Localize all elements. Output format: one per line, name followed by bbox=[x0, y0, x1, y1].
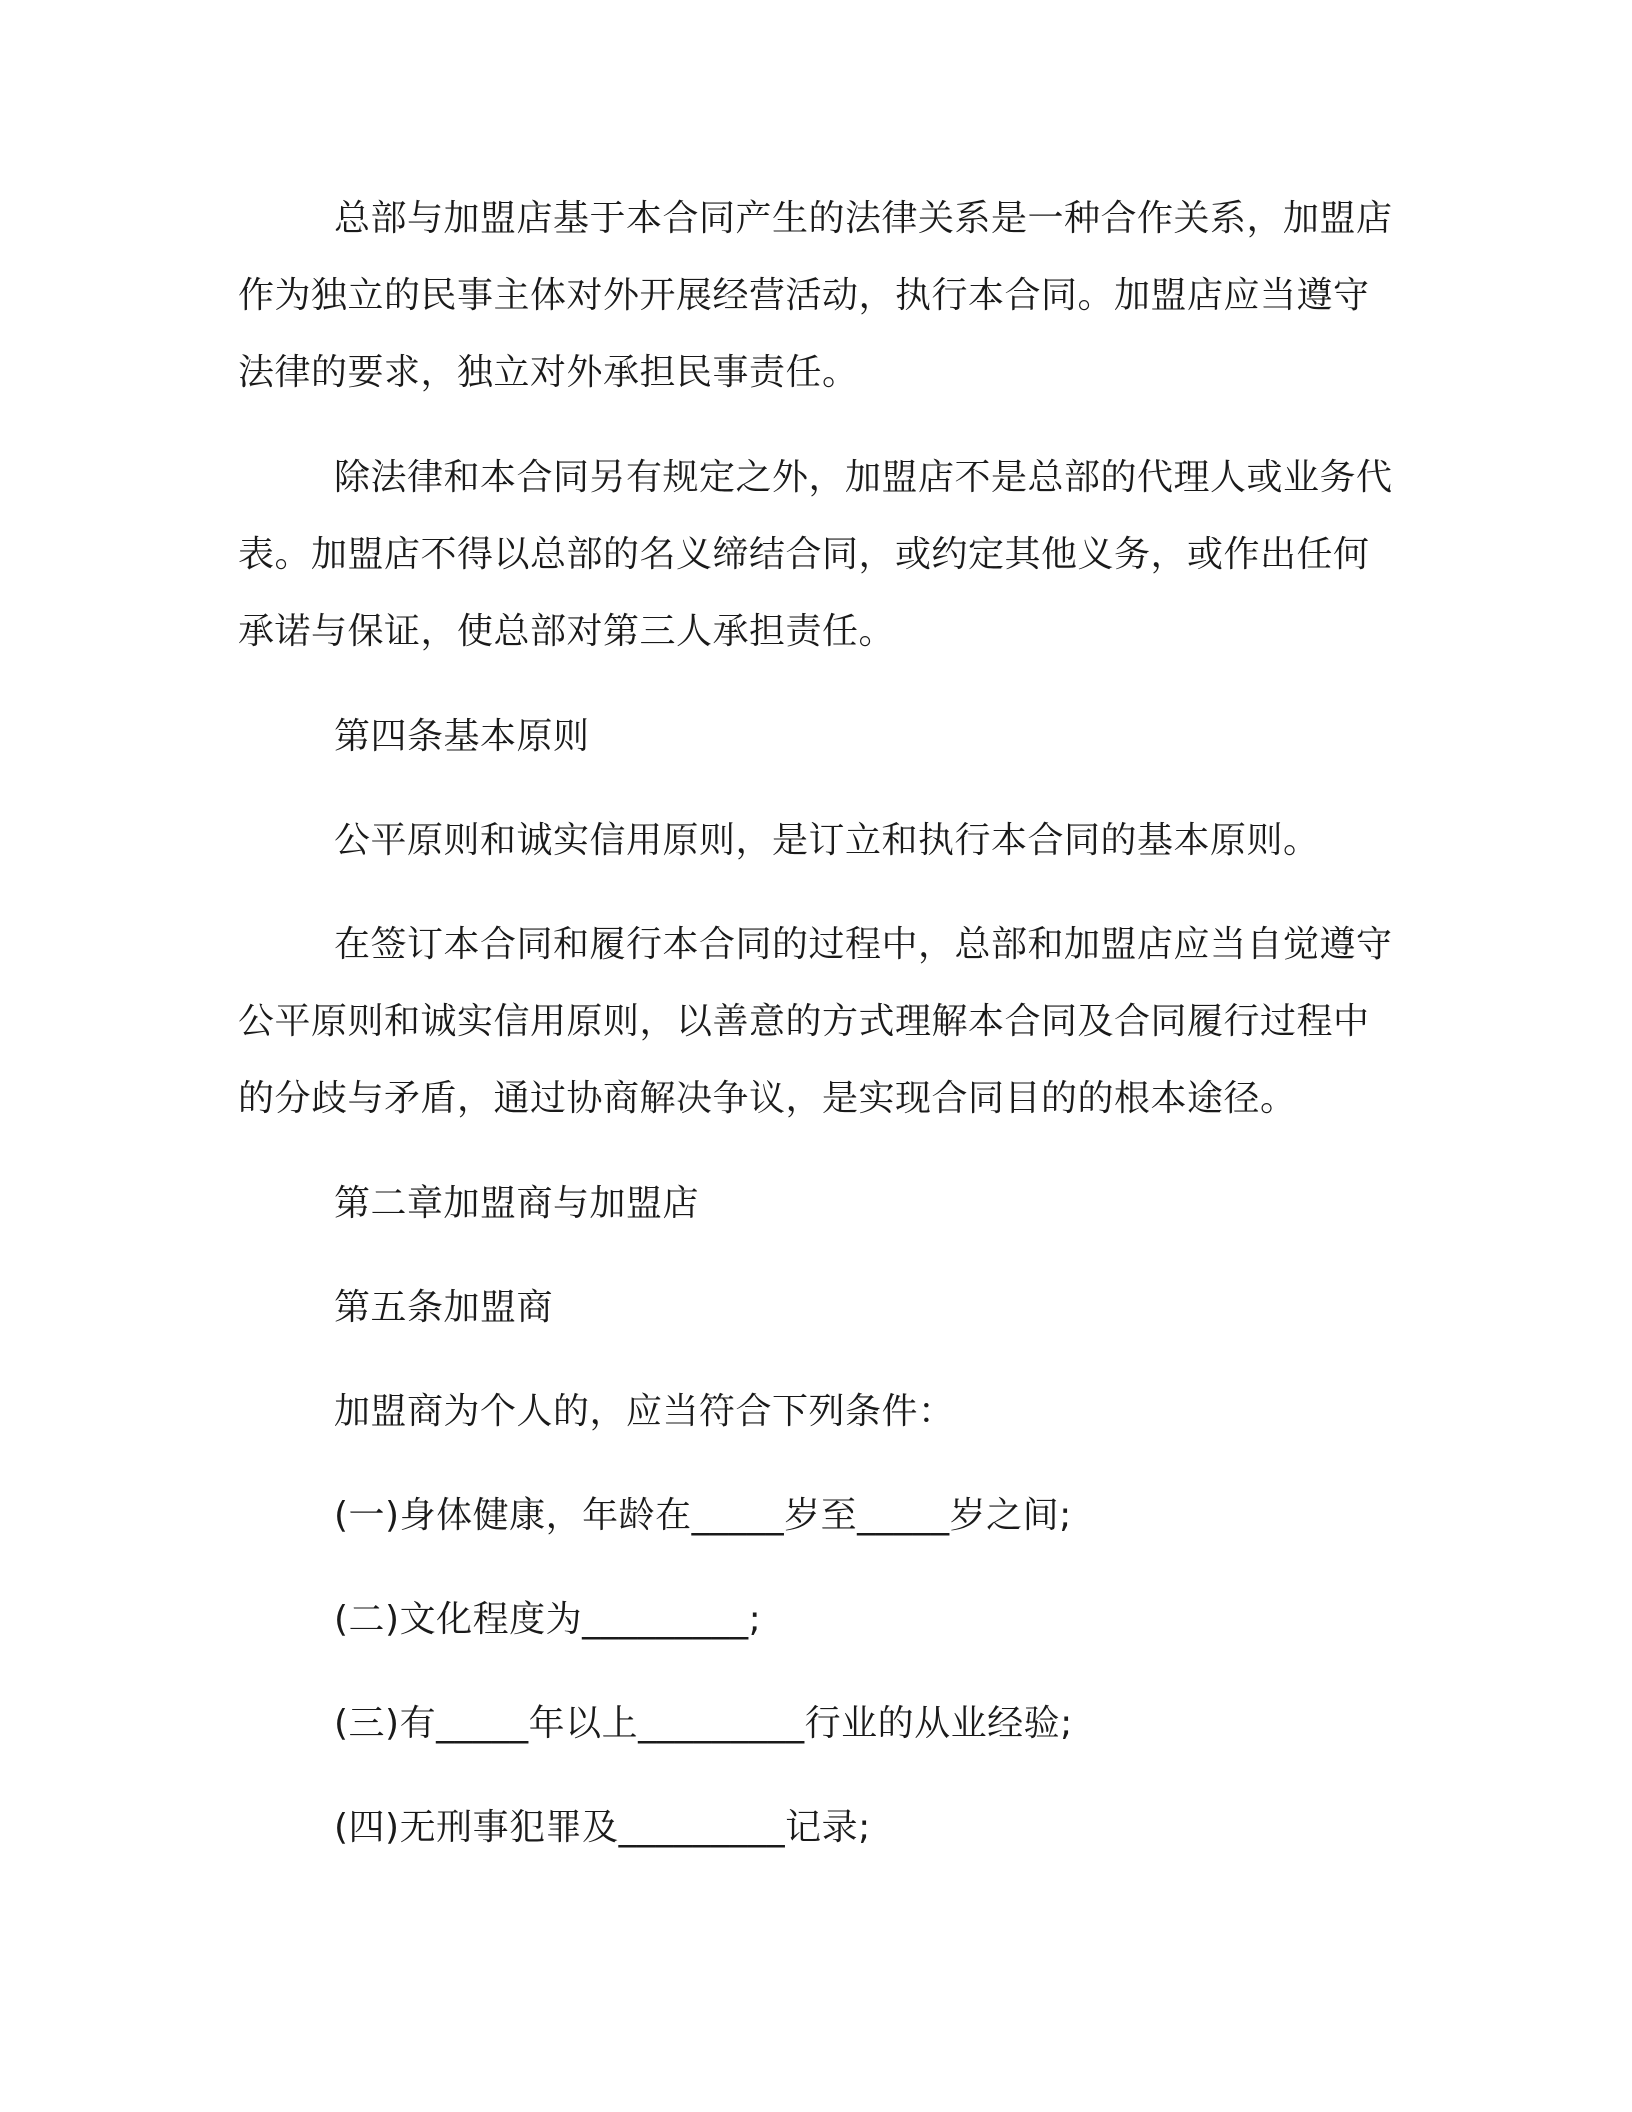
list-item-experience: (三)有_____年以上_________行业的从业经验; bbox=[334, 1703, 1073, 1744]
paragraph-individual-conditions: 加盟商为个人的，应当符合下列条件： bbox=[334, 1391, 955, 1432]
paragraph-legal-relationship: 总部与加盟店基于本合同产生的法律关系是一种合作关系，加盟店作为独立的民事主体对外开展经营活动，执行本合同。加盟店应当遵守法律的要求，独立对外承担民事责任。 bbox=[238, 198, 1393, 393]
paragraph-good-faith: 在签订本合同和履行本合同的过程中，总部和加盟店应当自觉遵守公平原则和诚实信用原则，以善意的方式理解本合同及合同履行过程中的分歧与矛盾，通过协商解决争议，是实现合同目的的根本途径。 bbox=[238, 924, 1393, 1119]
paragraph-not-agent: 除法律和本合同另有规定之外，加盟店不是总部的代理人或业务代表。加盟店不得以总部的名义缔结合同，或约定其他义务，或作出任何承诺与保证，使总部对第三人承担责任。 bbox=[238, 457, 1393, 652]
list-item-education: (二)文化程度为_________; bbox=[334, 1599, 762, 1640]
heading-article-4: 第四条基本原则 bbox=[334, 716, 590, 757]
heading-article-5: 第五条加盟商 bbox=[334, 1287, 554, 1328]
heading-chapter-2: 第二章加盟商与加盟店 bbox=[334, 1183, 700, 1224]
document-body bbox=[238, 180, 1398, 1893]
list-item-no-record: (四)无刑事犯罪及_________记录; bbox=[334, 1807, 871, 1848]
list-item-health-age: (一)身体健康，年龄在_____岁至_____岁之间; bbox=[334, 1495, 1072, 1536]
paragraph-basic-principles: 公平原则和诚实信用原则，是订立和执行本合同的基本原则。 bbox=[334, 820, 1320, 861]
